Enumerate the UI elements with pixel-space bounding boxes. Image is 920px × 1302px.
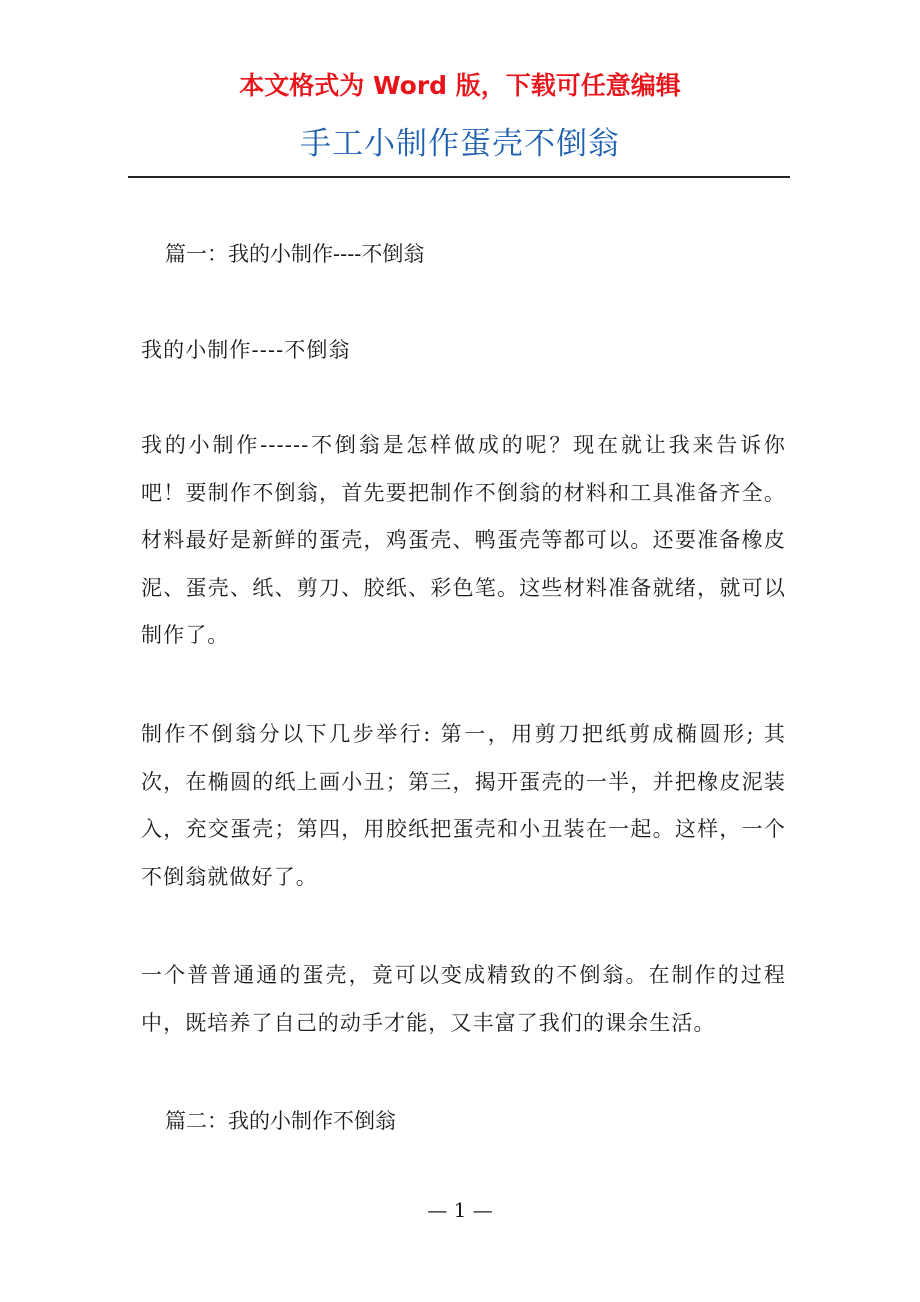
page-number: — 1 — <box>427 1198 493 1222</box>
document-title: 手工小制作蛋壳不倒翁 <box>300 126 620 162</box>
title-divider <box>128 176 790 178</box>
paragraph-2: 我的小制作------不倒翁是怎样做成的呢？现在就让我来告诉你吧！要制作不倒翁，首先要把制作不倒翁的材料和工具准备齐全。材料最好是新鲜的蛋壳，鸡蛋壳、鸭蛋壳等都可以。还要准备橡皮泥、蛋壳、纸、剪刀、胶纸、彩色笔。这些材料准备就绪，就可以制作了。 <box>141 433 786 647</box>
paragraph-4: 一个普普通通的蛋壳，竟可以变成精致的不倒翁。在制作的过程中，既培养了自己的动手才能，又丰富了我们的课余生活。 <box>141 963 786 1035</box>
paragraph-3: 制作不倒翁分以下几步举行: 第一，用剪刀把纸剪成椭圆形; 其次，在椭圆的纸上画小丑；第三，揭开蛋壳的一半，并把橡皮泥装入，充交蛋壳；第四，用胶纸把蛋壳和小丑装在一起。这样，一个不倒翁就做好了。 <box>141 722 786 889</box>
section-heading-2: 篇二：我的小制作不倒翁 <box>165 1109 396 1133</box>
paragraph-1: 我的小制作----不倒翁 <box>141 338 351 362</box>
edit-notice: 本文格式为 Word 版，下载可任意编辑 <box>239 71 681 100</box>
section-heading-1: 篇一：我的小制作----不倒翁 <box>165 242 425 266</box>
